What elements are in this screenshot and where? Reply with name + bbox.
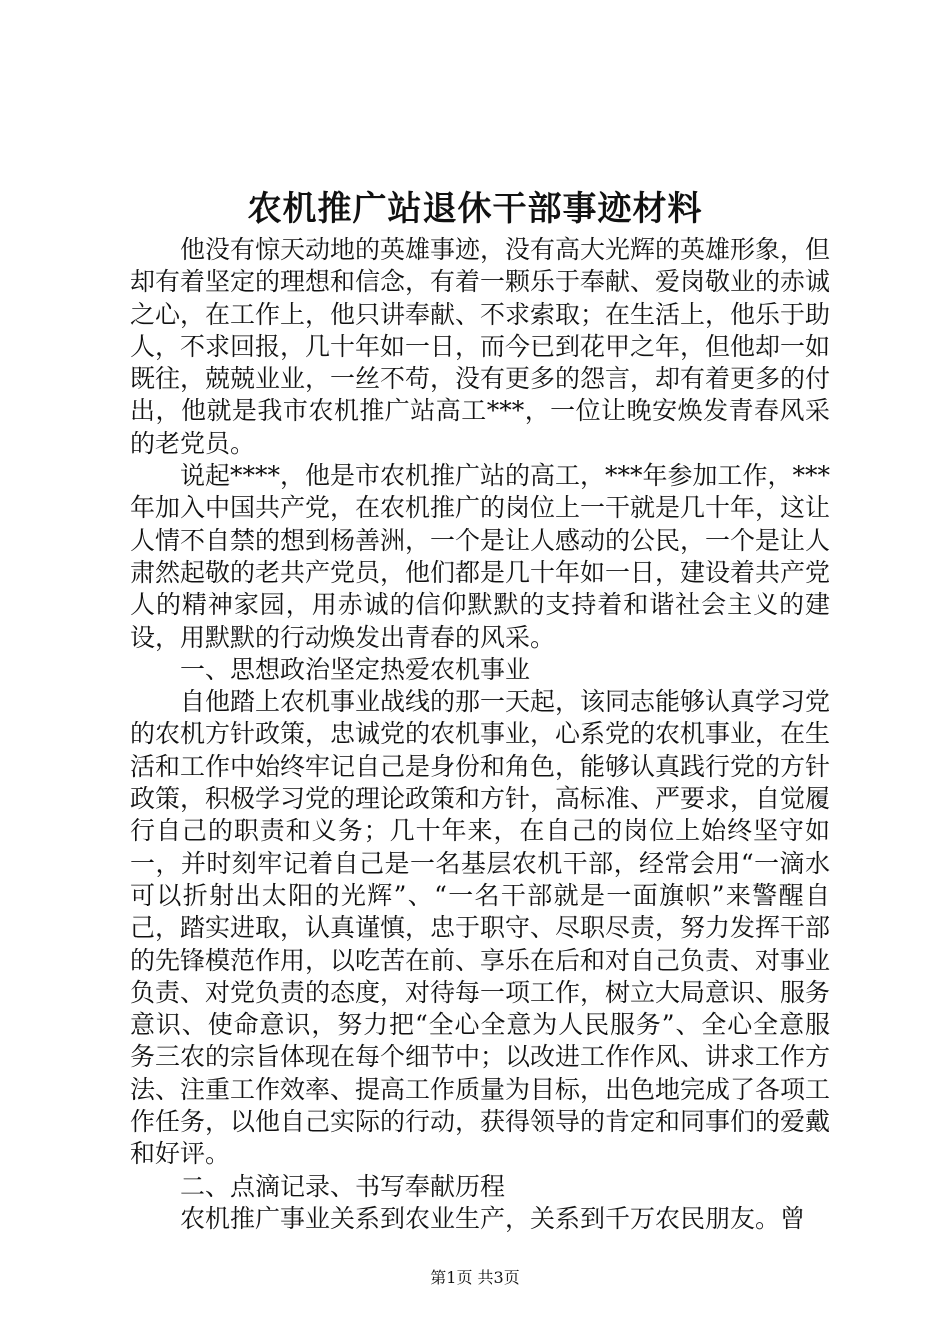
document-body bbox=[130, 234, 830, 1235]
section-heading-1: 一、思想政治坚定热爱农机事业 bbox=[180, 654, 531, 684]
page-footer: 第1页 共3页 bbox=[430, 1268, 520, 1287]
paragraph-background: 说起****，他是市农机推广站的高工，***年参加工作，***年加入中国共产党，在农机推广的岗位上一干就是几十年，这让人情不自禁的想到杨善洲，一个是让人感动的公民，一个是让人肃然起敬的老共产党员，他们都是几十年如一日，建设着共产党人的精神家园，用赤诚的信仰默默的支持着和谐社会主义的建设，用默默的行动焕发出青春的风采。 bbox=[130, 461, 831, 652]
paragraph-section-2: 农机推广事业关系到农业生产，关系到千万农民朋友。曾 bbox=[180, 1203, 806, 1233]
document-title: 农机推广站退休干部事迹材料 bbox=[247, 189, 703, 229]
section-heading-2: 二、点滴记录、书写奉献历程 bbox=[180, 1171, 506, 1201]
paragraph-intro: 他没有惊天动地的英雄事迹，没有高大光辉的英雄形象，但却有着坚定的理想和信念，有着一颗乐于奉献、爱岗敬业的赤诚之心，在工作上，他只讲奉献、不求索取；在生活上，他乐于助人，不求回报，几十年如一日，而今已到花甲之年，但他却一如既往，兢兢业业，一丝不苟，没有更多的怨言，却有着更多的付出，他就是我市农机推广站高工***，一位让晚安焕发青春风采的老党员。 bbox=[130, 235, 831, 458]
paragraph-section-1: 自他踏上农机事业战线的那一天起，该同志能够认真学习党的农机方针政策，忠诚党的农机事业，心系党的农机事业，在生活和工作中始终牢记自己是身份和角色，能够认真践行党的方针政策，积极学习党的理论政策和方针，高标准、严要求，自觉履行自己的职责和义务；几十年来，在自己的岗位上始终坚守如一，并时刻牢记着自己是一名基层农机干部，经常会用“一滴水可以折射出太阳的光辉”、“一名干部就是一面旗帜”来警醒自己，踏实进取，认真谨慎，忠于职守、尽职尽责，努力发挥干部的先锋模范作用，以吃苦在前、享乐在后和对自己负责、对事业负责、对党负责的态度，对待每一项工作，树立大局意识、服务意识、使命意识，努力把“全心全意为人民服务”、全心全意服务三农的宗旨体现在每个细节中；以改进工作作风、讲求工作方法、注重工作效率、提高工作质量为目标，出色地完成了各项工作任务，以他自己实际的行动，获得领导的肯定和同事们的爱戴和好评。 bbox=[130, 687, 831, 1169]
